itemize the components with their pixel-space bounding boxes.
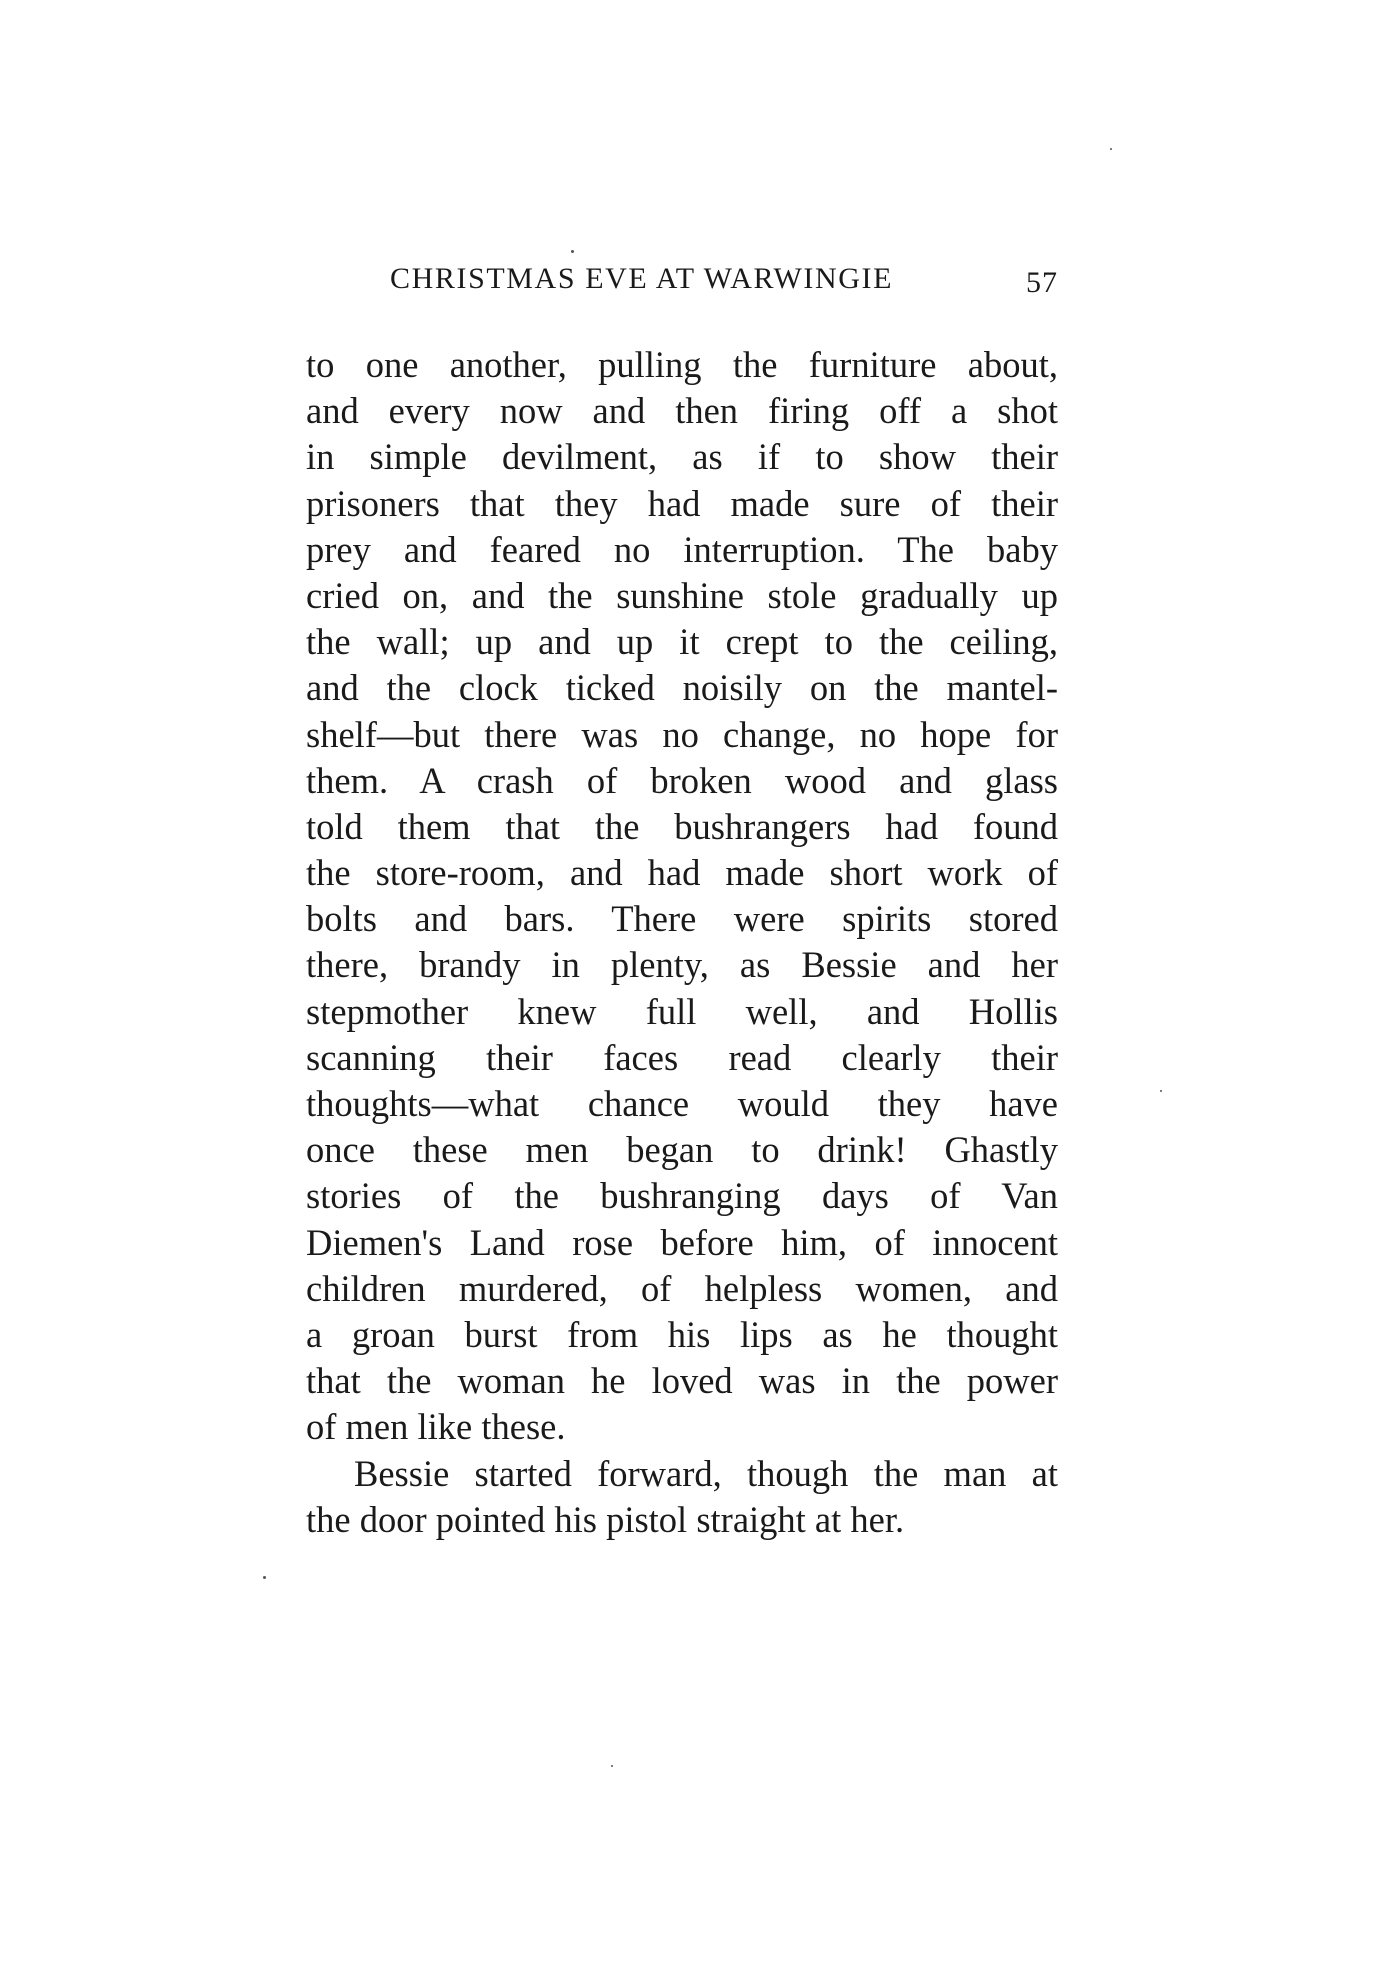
text-line: scanning their faces read clearly their — [306, 1036, 1058, 1078]
page-number: 57 — [1026, 266, 1058, 299]
text-line: Diemen's Land rose before him, of innocent — [306, 1221, 1058, 1263]
scan-speck — [571, 250, 574, 253]
text-line: in simple devilment, as if to show their — [306, 436, 1058, 478]
scan-speck — [263, 1576, 266, 1579]
text-line: the store-room, and had made short work of — [306, 852, 1058, 894]
text-line: thoughts—what chance would they have — [306, 1083, 1058, 1124]
text-line: of men like these. — [306, 1406, 566, 1448]
text-line: that the woman he loved was in the power — [306, 1360, 1058, 1402]
text-line: stories of the bushranging days of Van — [306, 1175, 1058, 1217]
text-line: the wall; up and up it crept to the ceiling, — [306, 621, 1058, 663]
text-line: stepmother knew full well, and Hollis — [306, 990, 1058, 1032]
text-line: and the clock ticked noisily on the mantel- — [306, 667, 1058, 709]
text-line: to one another, pulling the furniture about, — [306, 344, 1058, 385]
text-line: cried on, and the sunshine stole gradually up — [306, 574, 1058, 616]
text-line: bolts and bars. There were spirits stored — [306, 898, 1058, 940]
scan-speck — [611, 1765, 613, 1767]
text-line: shelf—but there was no change, no hope for — [306, 713, 1058, 755]
text-line: them. A crash of broken wood and glass — [306, 759, 1058, 801]
running-head: CHRISTMAS EVE AT WARWINGIE — [390, 262, 894, 295]
text-line: there, brandy in plenty, as Bessie and her — [306, 944, 1058, 986]
text-line: the door pointed his pistol straight at her. — [306, 1498, 905, 1540]
page-header — [390, 262, 1058, 302]
text-line: and every now and then firing off a shot — [306, 390, 1058, 432]
text-line: prey and feared no interruption. The baby — [306, 528, 1058, 570]
scan-speck — [1110, 148, 1112, 150]
body-text — [306, 342, 1058, 1543]
text-line: a groan burst from his lips as he thought — [306, 1313, 1058, 1355]
scan-speck — [1160, 1090, 1162, 1092]
text-line: told them that the bushrangers had found — [306, 805, 1058, 847]
text-line: once these men began to drink! Ghastly — [306, 1129, 1058, 1171]
paragraph-first-line: Bessie started forward, though the man at — [354, 1452, 1058, 1494]
text-line: prisoners that they had made sure of their — [306, 482, 1058, 524]
text-line: children murdered, of helpless women, and — [306, 1267, 1058, 1309]
